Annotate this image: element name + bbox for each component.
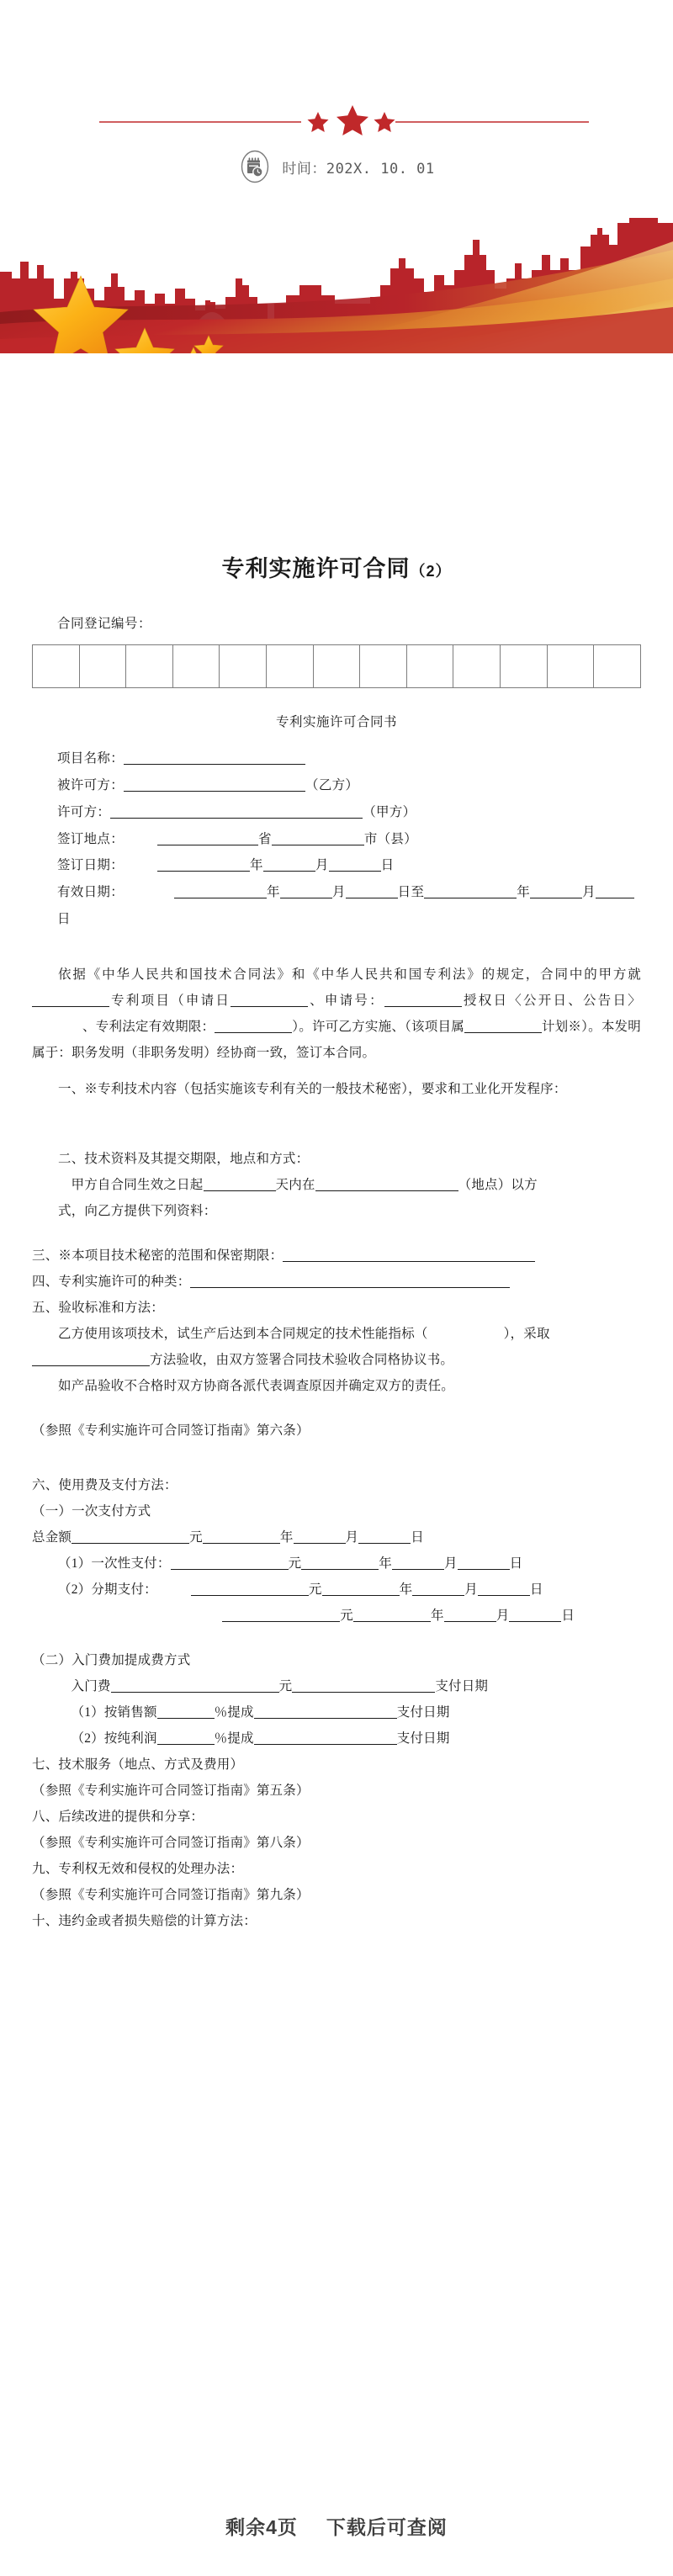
registration-cell[interactable] [407, 645, 454, 687]
entry-fee-label: 入门费 [71, 1678, 111, 1693]
preamble-paragraph [32, 962, 641, 1066]
preamble-text-g: 计划※）。本发明属于：职务发明（非职务发明）经协商一致，签订本合同。 [32, 1019, 641, 1060]
preamble-plan-input[interactable] [464, 1032, 542, 1033]
registration-cell[interactable] [314, 645, 361, 687]
field-sign-place-label: 签订地点： [57, 831, 125, 846]
total-amount-input[interactable] [72, 1543, 189, 1544]
section-2-heading: 二、技术资料及其提交期限，地点和方式： [58, 1151, 310, 1166]
field-sign-date [57, 852, 641, 879]
registration-cell[interactable] [126, 645, 173, 687]
registration-cell[interactable] [267, 645, 314, 687]
section-3-heading: 三、※本项目技术秘密的范围和保密期限： [32, 1248, 284, 1263]
section-5-reference: （参照《专利实施许可合同签订指南》第六条） [32, 1423, 310, 1438]
pay-onetime-month-input[interactable] [392, 1569, 444, 1570]
unit-month: 月 [331, 885, 346, 900]
unit-month: 月 [315, 858, 329, 873]
sign-year-input[interactable] [157, 871, 250, 872]
section-2-body-line2: 式，向乙方提供下列资料： [58, 1203, 217, 1218]
section-6-sub1-heading: （一）一次支付方式 [32, 1503, 151, 1519]
cover-date-text: 时间：202X. 10. 01 [282, 160, 435, 178]
licensor-input[interactable] [110, 818, 363, 819]
sec4-license-type-input[interactable] [190, 1287, 510, 1288]
royalty-percent-suffix: ％提成 [214, 1731, 254, 1746]
field-licensor-label: 许可方： [57, 804, 111, 819]
pay-onetime-day-input[interactable] [458, 1569, 510, 1570]
sign-day-input[interactable] [329, 871, 381, 872]
section-9-heading: 九、专利权无效和侵权的处理办法： [32, 1861, 244, 1876]
pay-onetime-amount-input[interactable] [171, 1569, 289, 1570]
licensee-party-note: （乙方） [305, 778, 359, 793]
section-5-body-line2: 如产品验收不合格时双方协商各派代表调查原因并确定双方的责任。 [58, 1378, 455, 1393]
total-amount-label: 总金额 [32, 1529, 72, 1545]
section-6-royalty2-row [32, 1725, 641, 1752]
section-7-heading: 七、技术服务（地点、方式及费用） [32, 1757, 244, 1772]
total-day-input[interactable] [358, 1543, 411, 1544]
registration-cell[interactable] [594, 645, 640, 687]
preamble-text-e: 、专利法定有效期限： [82, 1019, 215, 1034]
pay-installment-month-input[interactable] [412, 1595, 464, 1596]
page-title-suffix: （2） [410, 563, 452, 580]
field-valid-date [57, 879, 641, 933]
entry-fee-pay-date-label: 支付日期 [435, 1678, 489, 1693]
unit-day-to: 日至 [397, 885, 425, 900]
page-title-main: 专利实施许可合同 [221, 556, 411, 581]
section-2-body-a: 甲方自合同生效之日起 [71, 1177, 204, 1192]
cityscape-banner-graphic [0, 198, 673, 353]
pay-installment-label: （2）分期支付： [58, 1582, 157, 1597]
calendar-clock-icon [238, 150, 272, 183]
sign-place-city-unit: 市（县） [363, 831, 418, 846]
unit-yuan: 元 [340, 1608, 353, 1623]
preamble-valid-term-input[interactable] [215, 1032, 292, 1033]
section-5-body-b: ），采取 [503, 1326, 550, 1341]
preamble-text-b: 专利项目（申请日 [109, 993, 231, 1008]
licensor-party-note: （甲方） [363, 804, 416, 819]
unit-yuan: 元 [288, 1556, 302, 1571]
pay-installment2-amount-input[interactable] [222, 1621, 340, 1622]
page-title [32, 555, 641, 582]
royalty-sales-label: （1）按销售额 [71, 1704, 157, 1720]
preamble-apply-no-input[interactable] [384, 1006, 462, 1007]
remaining-pages-text: 剩余4页 [225, 2516, 298, 2538]
entry-fee-amount-input[interactable] [111, 1692, 279, 1693]
royalty-profit-label: （2）按纯利润 [71, 1731, 157, 1746]
section-9-reference: （参照《专利实施许可合同签订指南》第九条） [32, 1887, 310, 1902]
field-valid-date-label: 有效日期： [57, 885, 125, 900]
document-body [0, 555, 673, 1934]
section-6-total-row [32, 1524, 641, 1550]
pay-installment2-month-input[interactable] [444, 1621, 496, 1622]
field-sign-place [57, 826, 641, 853]
total-year-input[interactable] [203, 1543, 280, 1544]
field-licensee-label: 被许可方： [57, 778, 125, 793]
unit-day: 日 [561, 1608, 575, 1623]
section-2-body-line1 [32, 1172, 641, 1198]
unit-day: 日 [509, 1556, 523, 1571]
unit-month: 月 [345, 1529, 359, 1545]
contract-field-list [32, 745, 641, 932]
section-7-reference: （参照《专利实施许可合同签订指南》第五条） [32, 1783, 310, 1798]
registration-number-grid[interactable] [32, 644, 641, 688]
section-6-heading: 六、使用费及支付方法： [32, 1477, 178, 1492]
pay-installment-day-input[interactable] [478, 1595, 530, 1596]
unit-month: 月 [464, 1582, 478, 1597]
unit-month: 月 [495, 1608, 510, 1623]
sec2-location-input[interactable] [315, 1190, 458, 1191]
royalty-sales-percent-input[interactable] [157, 1718, 215, 1719]
field-licensee [57, 772, 641, 799]
unit-month: 月 [443, 1556, 458, 1571]
download-footer [0, 2475, 673, 2576]
preamble-project-input[interactable] [32, 1006, 109, 1007]
registration-cell[interactable] [360, 645, 407, 687]
field-project-name-label: 项目名称： [57, 751, 125, 766]
registration-cell[interactable] [548, 645, 595, 687]
pay-onetime-label: （1）一次性支付： [58, 1556, 171, 1571]
section-6-pay2-row [32, 1577, 641, 1603]
star-divider-icon [0, 101, 673, 138]
section-10-heading: 十、违约金或者损失赔偿的计算方法： [32, 1913, 257, 1928]
field-licensor [57, 799, 641, 826]
royalty-sales-pay-date-label: 支付日期 [396, 1704, 450, 1720]
preamble-text-d: 授权日〈公开日、公告日〉 [461, 993, 641, 1008]
royalty-profit-percent-input[interactable] [157, 1744, 215, 1745]
section-3-heading-row [32, 1243, 641, 1269]
section-2-body-c: （地点）以方 [458, 1177, 538, 1192]
preamble-text-a: 依据《中华人民共和国技术合同法》和《中华人民共和国专利法》的规定，合同中的甲方就 [58, 967, 641, 982]
section-5-body-line1 [32, 1321, 641, 1373]
unit-day: 日 [380, 858, 395, 873]
preamble-text-f: ）。许可乙方实施、（该项目属 [292, 1019, 464, 1034]
unit-yuan: 元 [189, 1529, 203, 1545]
unit-year: 年 [431, 1608, 444, 1623]
sec5-method-input[interactable] [32, 1365, 150, 1366]
unit-year: 年 [279, 1529, 294, 1545]
section-8-heading: 八、后续改进的提供和分享： [32, 1809, 204, 1824]
pay-installment2-day-input[interactable] [509, 1621, 561, 1622]
section-6-pay1-row [32, 1550, 641, 1577]
unit-year: 年 [379, 1556, 392, 1571]
registration-cell[interactable] [80, 645, 127, 687]
unit-year: 年 [267, 885, 280, 900]
download-hint-text[interactable]: 下载后可查阅 [326, 2516, 448, 2538]
pay-installment2-year-input[interactable] [353, 1621, 431, 1622]
field-project-name [57, 745, 641, 772]
section-2-body-b: 天内在 [275, 1177, 315, 1192]
section-6-sub2-heading: （二）入门费加提成费方式 [32, 1652, 191, 1667]
unit-yuan: 元 [278, 1678, 293, 1693]
section-5-body-a: 乙方使用该项技术，试生产后达到本合同规定的技术性能指标（ [58, 1326, 428, 1341]
unit-day: 日 [57, 911, 71, 926]
registration-cell[interactable] [501, 645, 548, 687]
sec2-days-input[interactable] [204, 1190, 276, 1191]
cover-date-row [0, 150, 673, 183]
section-6-pay2-row-extra [32, 1603, 641, 1629]
section-5-heading: 五、验收标准和方法： [32, 1300, 165, 1315]
unit-year: 年 [399, 1582, 413, 1597]
project-name-input[interactable] [124, 764, 305, 765]
royalty-sales-date-input[interactable] [254, 1718, 397, 1719]
section-4-heading-row [32, 1269, 641, 1295]
section-6-entry-fee-row [32, 1673, 641, 1699]
registration-number-label: 合同登记编号： [57, 617, 152, 632]
section-6-royalty1-row [32, 1699, 641, 1725]
preamble-apply-date-input[interactable] [231, 1006, 308, 1007]
unit-yuan: 元 [308, 1582, 322, 1597]
field-sign-date-label: 签订日期： [57, 858, 125, 873]
registration-cell[interactable] [453, 645, 501, 687]
royalty-profit-pay-date-label: 支付日期 [396, 1731, 450, 1746]
unit-year: 年 [517, 885, 531, 900]
registration-cell[interactable] [220, 645, 267, 687]
sign-month-input[interactable] [263, 871, 315, 872]
section-1-heading: 一、※专利技术内容（包括实施该专利有关的一般技术秘密），要求和工业化开发程序： [58, 1081, 567, 1096]
royalty-profit-date-input[interactable] [254, 1744, 397, 1745]
section-4-heading: 四、专利实施许可的种类： [32, 1274, 191, 1289]
pay-installment-year-input[interactable] [322, 1595, 400, 1596]
pay-onetime-year-input[interactable] [301, 1569, 379, 1570]
total-month-input[interactable] [294, 1543, 346, 1544]
unit-month: 月 [582, 885, 596, 900]
unit-year: 年 [250, 858, 263, 873]
sign-place-province-unit: 省 [258, 831, 272, 846]
cover-banner [0, 0, 673, 353]
unit-day: 日 [529, 1582, 543, 1597]
licensee-input[interactable] [124, 791, 305, 792]
section-5-body-c: 方法验收，由双方签署合同技术验收合同格协议书。 [150, 1352, 454, 1367]
section-8-reference: （参照《专利实施许可合同签订指南》第八条） [32, 1835, 310, 1850]
entry-fee-date-input[interactable] [292, 1692, 435, 1693]
pay-installment-amount-input[interactable] [191, 1595, 309, 1596]
registration-cell[interactable] [33, 645, 80, 687]
preamble-text-c: 、申请号： [308, 993, 384, 1008]
royalty-percent-suffix: ％提成 [214, 1704, 254, 1720]
unit-day: 日 [411, 1529, 424, 1545]
sec3-secret-scope-input[interactable] [283, 1261, 535, 1262]
registration-cell[interactable] [173, 645, 220, 687]
document-subtitle: 专利实施许可合同书 [275, 715, 397, 730]
